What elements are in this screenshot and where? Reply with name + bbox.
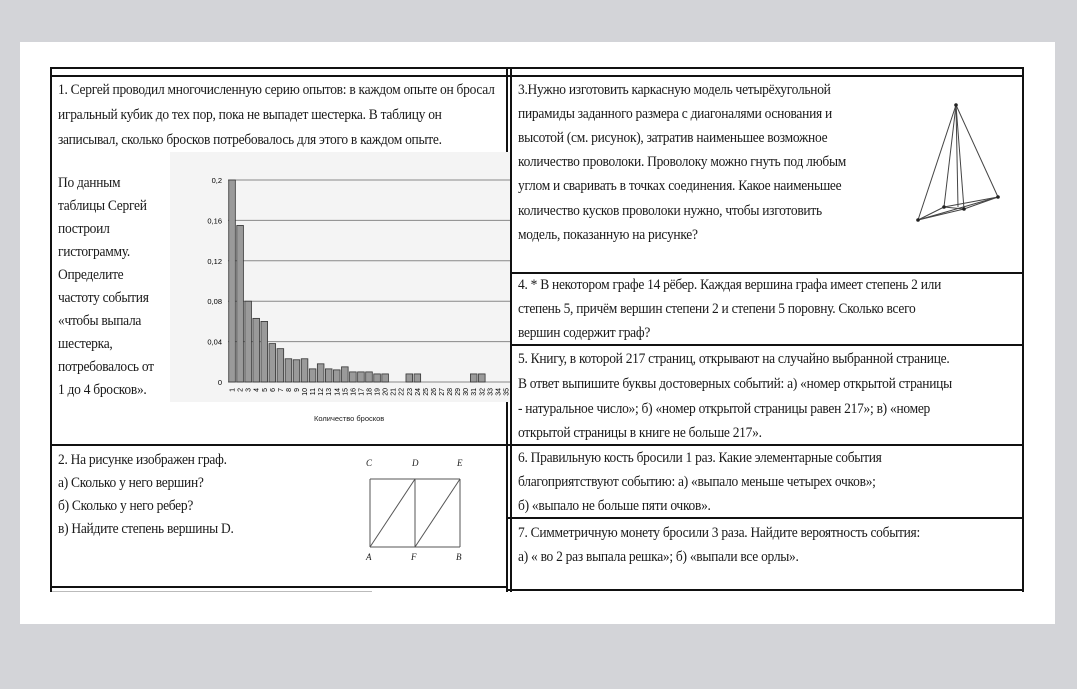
chart-bar <box>261 321 268 382</box>
chart-bar <box>277 349 284 382</box>
chart-bar <box>366 372 373 382</box>
chart-x-tick-label: 20 <box>382 388 390 396</box>
chart-bar <box>470 374 477 382</box>
q7-line: а) « во 2 раз выпала решка»; б) «выпали все орлы». <box>518 549 799 565</box>
chart-y-tick-label: 0,12 <box>207 256 222 266</box>
chart-bar <box>478 374 485 382</box>
chart-x-tick-label: 5 <box>261 388 269 392</box>
q4-line: 4. * В некотором графе 14 рёбер. Каждая вершина графа имеет степень 2 или <box>518 277 942 293</box>
chart-bar <box>358 372 365 382</box>
chart-bar <box>301 359 308 382</box>
q1-side-line: частоту события <box>58 290 149 306</box>
table-left-border <box>50 67 52 592</box>
chart-x-tick-label: 26 <box>430 388 438 396</box>
chart-y-tick-label: 0,2 <box>211 176 222 185</box>
graph-vertex-label: A <box>366 552 372 562</box>
chart-x-tick-label: 32 <box>479 388 487 396</box>
chart-bar <box>374 374 381 382</box>
q1-intro-line: записывал, сколько бросков потребовалось для этого в каждом опыте. <box>58 132 442 148</box>
q1-side-line: шестерка, <box>58 336 113 352</box>
q2-line: 2. На рисунке изображен граф. <box>58 452 227 468</box>
chart-y-tick-label: 0,16 <box>207 216 222 226</box>
chart-bar <box>237 225 244 382</box>
chart-bar <box>317 364 324 382</box>
chart-x-tick-label: 16 <box>350 388 358 396</box>
chart-x-tick-label: 10 <box>302 388 310 396</box>
table-row-divider <box>50 75 1024 77</box>
chart-x-tick-label: 3 <box>245 388 253 392</box>
chart-x-tick-label: 21 <box>390 388 398 396</box>
q6-line: благоприятствуют событию: а) «выпало меньше четырех очков»; <box>518 474 876 490</box>
q3-line: модель, показанную на рисунке? <box>518 227 698 243</box>
q6-line: б) «выпало не больше пяти очков». <box>518 498 711 514</box>
chart-x-tick-label: 35 <box>503 388 510 396</box>
chart-x-tick-label: 12 <box>318 388 326 396</box>
chart-bar <box>253 318 260 382</box>
chart-x-tick-label: 14 <box>334 388 342 396</box>
chart-bar <box>342 367 349 382</box>
chart-x-tick-label: 30 <box>463 388 471 396</box>
chart-x-tick-label: 15 <box>342 388 350 396</box>
chart-x-tick-label: 31 <box>471 388 479 396</box>
q5-line: 5. Книгу, в которой 217 страниц, открывают на случайно выбранной странице. <box>518 351 950 367</box>
chart-x-tick-label: 22 <box>398 388 406 396</box>
graph-vertex-label: F <box>411 552 417 562</box>
q3-line: пирамиды заданного размера с диагоналями основания и <box>518 106 832 122</box>
graph-vertex-label: B <box>456 552 462 562</box>
cutoff-text-line <box>52 591 372 592</box>
chart-x-tick-label: 33 <box>487 388 495 396</box>
q2-line: б) Сколько у него ребер? <box>58 498 194 514</box>
chart-bar <box>382 374 389 382</box>
chart-bar <box>285 359 292 382</box>
chart-x-tick-label: 27 <box>439 388 447 396</box>
q1-side-line: «чтобы выпала <box>58 313 142 329</box>
chart-bar <box>350 372 357 382</box>
chart-x-tick-label: 24 <box>414 388 422 396</box>
q3-line: количество проволоки. Проволоку можно гнуть под любым <box>518 154 847 170</box>
table-bottom-border <box>508 589 1024 591</box>
q1-side-line: Определите <box>58 267 124 283</box>
q5-line: открытой страницы в книге не больше 217». <box>518 425 762 441</box>
chart-x-tick-label: 18 <box>366 388 374 396</box>
chart-x-tick-label: 28 <box>447 388 455 396</box>
chart-x-tick-label: 4 <box>253 388 261 392</box>
table-right-border <box>1022 67 1024 592</box>
graph-vertex-label: C <box>366 458 373 468</box>
q4-line: степень 5, причём вершин степени 2 и степени 5 поровну. Сколько всего <box>518 301 916 317</box>
chart-x-tick-label: 11 <box>310 388 318 396</box>
chart-x-tick-label: 9 <box>293 388 301 392</box>
chart-x-tick-label: 1 <box>229 388 237 392</box>
chart-bar <box>333 370 340 382</box>
chart-x-tick-label: 29 <box>455 388 463 396</box>
chart-bar <box>245 301 252 382</box>
chart-bar <box>309 369 316 382</box>
graph-vertex-label: D <box>412 458 419 468</box>
chart-bar <box>269 344 276 382</box>
graph-figure <box>360 457 480 567</box>
q3-line: высотой (см. рисунок), затратив наименьшее возможное <box>518 130 828 146</box>
chart-x-tick-label: 2 <box>237 388 245 392</box>
q1-side-line: гистограмму. <box>58 244 130 260</box>
q1-intro-line: игральный кубик до тех пор, пока не выпадет шестерка. В таблицу он <box>58 107 442 123</box>
q3-line: углом и сваривать в точках соединения. Какое наименьшее <box>518 178 842 194</box>
chart-x-tick-label: 17 <box>358 388 366 396</box>
chart-bar <box>229 180 236 382</box>
q5-line: - натуральное число»; б) «номер открытой страницы равен 217»; в) «номер <box>518 401 931 417</box>
chart-x-tick-label: 7 <box>277 388 285 392</box>
worksheet-page <box>20 42 1055 624</box>
chart-x-tick-label: 6 <box>269 388 277 392</box>
q1-side-line: 1 до 4 бросков». <box>58 382 147 398</box>
chart-x-axis-label: Количество бросков <box>314 414 385 423</box>
q7-line: 7. Симметричную монету бросили 3 раза. Найдите вероятность события: <box>518 525 920 541</box>
q2-line: а) Сколько у него вершин? <box>58 475 204 491</box>
chart-bar <box>293 360 300 382</box>
table-top-border <box>50 67 1024 69</box>
q1-side-line: потребовалось от <box>58 359 154 375</box>
chart-x-tick-label: 13 <box>326 388 334 396</box>
graph-vertex-label: E <box>457 458 463 468</box>
chart-y-tick-label: 0,04 <box>207 337 222 347</box>
q3-line: 3.Нужно изготовить каркасную модель четырёхугольной <box>518 82 831 98</box>
q1-side-line: таблицы Сергей <box>58 198 147 214</box>
histogram-chart <box>170 152 510 402</box>
chart-bar <box>406 374 413 382</box>
chart-x-tick-label: 8 <box>285 388 293 392</box>
q6-line: 6. Правильную кость бросили 1 раз. Какие элементарные события <box>518 450 882 466</box>
table-row-divider <box>50 586 508 588</box>
chart-y-tick-label: 0,08 <box>207 297 222 307</box>
q5-line: В ответ выпишите буквы достоверных событий: а) «номер открытой страницы <box>518 376 952 392</box>
q2-line: в) Найдите степень вершины D. <box>58 521 234 537</box>
q4-line: вершин содержит граф? <box>518 325 651 341</box>
q1-side-line: По данным <box>58 175 121 191</box>
q1-intro-line: 1. Сергей проводил многочисленную серию опытов: в каждом опыте он бросал <box>58 82 495 98</box>
chart-bar <box>325 369 332 382</box>
pyramid-figure <box>910 97 1010 227</box>
table-center-divider <box>510 67 512 592</box>
chart-y-tick-label: 0 <box>217 378 222 387</box>
chart-x-tick-label: 34 <box>495 388 503 396</box>
q3-line: количество кусков проволоки нужно, чтобы изготовить <box>518 203 822 219</box>
q1-side-line: построил <box>58 221 110 237</box>
chart-x-tick-label: 19 <box>374 388 382 396</box>
chart-x-tick-label: 25 <box>422 388 430 396</box>
chart-x-tick-label: 23 <box>406 388 414 396</box>
chart-bar <box>414 374 421 382</box>
